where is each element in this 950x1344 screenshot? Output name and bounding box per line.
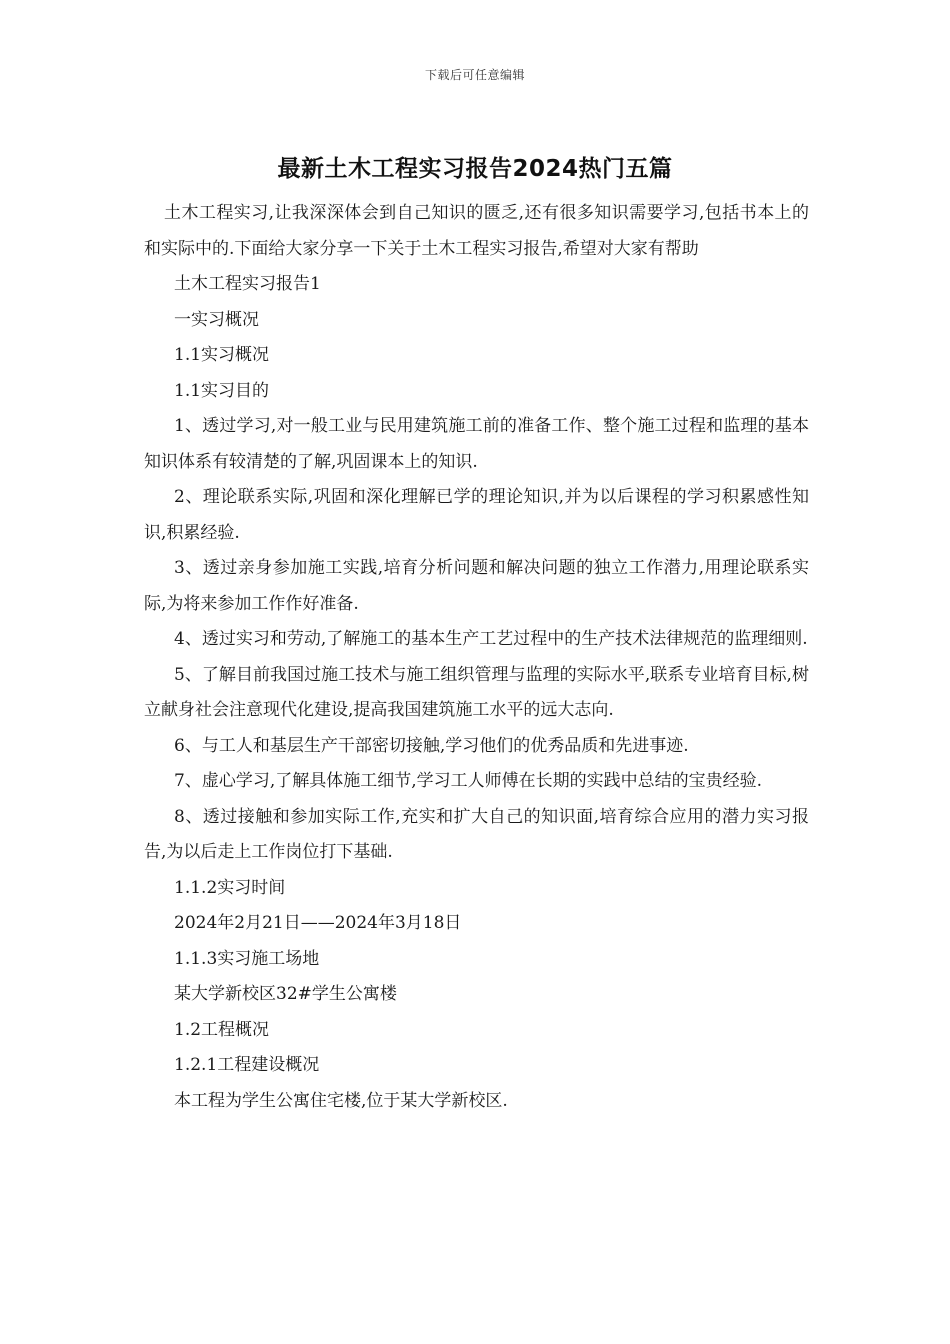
report-heading: 土木工程实习报告1 (174, 274, 321, 294)
document-title: 最新土木工程实习报告2024热门五篇 (277, 156, 673, 182)
list-item: 5、了解目前我国过施工技术与施工组织管理与监理的实际水平,联系专业培育目标,树立献身社会注意现代化建设,提高我国建筑施工水平的远大志向. (144, 664, 809, 720)
section-heading: 1.1实习目的 (174, 380, 270, 401)
section-heading: 一实习概况 (174, 309, 259, 330)
section-heading: 1.1.2实习时间 (174, 877, 286, 898)
list-item: 1、透过学习,对一般工业与民用建筑施工前的准备工作、整个施工过程和监理的基本知识体系有较清楚的了解,巩固课本上的知识. (144, 416, 809, 472)
list-item: 7、虚心学习,了解具体施工细节,学习工人师傅在长期的实践中总结的宝贵经验. (174, 771, 763, 791)
document-body (144, 196, 809, 1119)
section-heading: 1.2.1工程建设概况 (174, 1055, 320, 1075)
section-heading: 1.1实习概况 (174, 345, 270, 365)
body-paragraph: 某大学新校区32#学生公寓楼 (174, 984, 397, 1004)
list-item: 2、理论联系实际,巩固和深化理解已学的理论知识,并为以后课程的学习积累感性知识,积累经验. (144, 487, 809, 543)
list-item: 4、透过实习和劳动,了解施工的基本生产工艺过程中的生产技术法律规范的监理细则. (174, 629, 808, 649)
section-heading: 1.1.3实习施工场地 (174, 948, 320, 969)
list-item: 3、透过亲身参加施工实践,培育分析问题和解决问题的独立工作潜力,用理论联系实际,为将来参加工作作好准备. (144, 558, 809, 614)
header-note: 下载后可任意编辑 (424, 68, 525, 82)
list-item: 8、透过接触和参加实际工作,充实和扩大自己的知识面,培育综合应用的潜力实习报告,为以后走上工作岗位打下基础. (144, 806, 809, 862)
body-paragraph: 本工程为学生公寓住宅楼,位于某大学新校区. (174, 1090, 508, 1111)
intro-paragraph: 土木工程实习,让我深深体会到自己知识的匮乏,还有很多知识需要学习,包括书本上的和实际中的.下面给大家分享一下关于土木工程实习报告,希望对大家有帮助 (144, 203, 809, 259)
list-item: 6、与工人和基层生产干部密切接触,学习他们的优秀品质和先进事迹. (174, 735, 689, 756)
body-paragraph: 2024年2月21日——2024年3月18日 (174, 913, 462, 933)
section-heading: 1.2工程概况 (174, 1019, 270, 1040)
